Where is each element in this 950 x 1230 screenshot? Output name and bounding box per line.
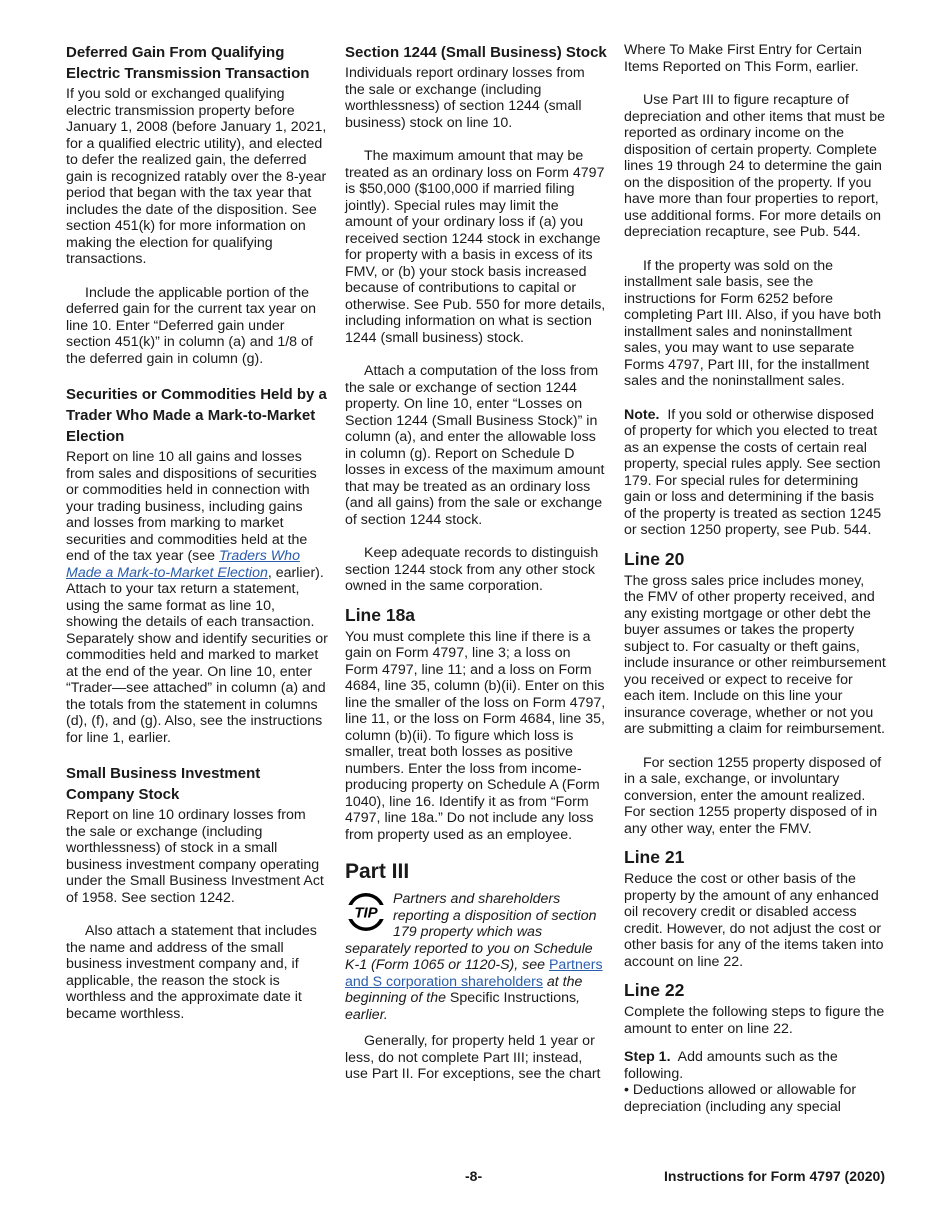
paragraph: Reduce the cost or other basis of the property by the amount of any enhanced oil recovery credit or disabled access credit. However, do not adjust the cost or other basis for any of the items taken into account on line 22.	[624, 871, 884, 970]
paragraph: The maximum amount that may be treated as an ordinary loss on Form 4797 is $50,000 ($100,000 if married filing jointly). Special rules may limit the amount of your ordinary loss if (a) you received section 1244 stock in exchange for property with a basis in excess of its FMV, or (b) your stock basis increased because of contributions to capital or otherwise. See Pub. 550 for more details, including information on what is section 1244 (small business) stock.	[345, 148, 606, 346]
tip-box: TIP Partners and shareholders reporting a disposition of section 179 property which was separately reported to you on Schedule K-1 (Form 1065 or 1120-S), see Partners and S corporation shareholders at the beginning of the Specific Instructions, earlier.	[345, 891, 603, 1023]
heading-securities-trader: Securities or Commodities Held by a Trader Who Made a Mark-to-Market Election	[66, 386, 327, 445]
column-3	[624, 42, 886, 1132]
paragraph: Attach a computation of the loss from the sale or exchange of section 1244 property. On line 10, enter “Losses on Section 1244 (Small Business Stock)” in column (a), and enter the allowable loss in column (g). Report on Schedule D losses in excess of the maximum amount that may be treated as an ordinary loss (and all gains) from the sale or exchange of section 1244 stock.	[345, 363, 605, 528]
paragraph-trader: Report on line 10 all gains and losses from sales and dispositions of securities or commodities held in connection with your trading business, including gains and losses from marking to market securities and commodities held at the end of the tax year (see Traders Who Made a Mark-to-Market Election, earlier). Attach to your tax return a statement, using the same format as line 10, showing the details of each transaction. Separately show and identify securities or commodities held and marked to market at the end of the year. On line 10, enter “Trader—see attached” in column (a) and the totals from the statement in columns (d), (f), and (g). Also, see the instructions for line 1, earlier.	[66, 449, 328, 746]
footer-title: Instructions for Form 4797 (2020)	[664, 1168, 885, 1184]
link-partners-s-corp[interactable]: Partners and S corporation shareholders	[345, 957, 603, 990]
heading-section-1244: Section 1244 (Small Business) Stock	[345, 44, 607, 61]
paragraph: Complete the following steps to figure the amount to enter on line 22.	[624, 1004, 885, 1037]
paragraph-note: Note. If you sold or otherwise disposed of property for which you elected to treat as an expense the costs of certain real property, special rules apply. See section 179. For special rules for determining gain or loss and determining if the basis of the property is treated as section 1245 or section 1250 property, see Pub. 544.	[624, 406, 882, 538]
list-item: • Deductions allowed or allowable for depreciation (including any special	[624, 1082, 857, 1115]
paragraph: Generally, for property held 1 year or less, do not complete Part III; instead, use Part II. For exceptions, see the chart	[345, 1033, 601, 1082]
paragraph: Also attach a statement that includes the name and address of the small business investment company and, if applicable, the reason the stock is worthless and the approximate date it became worthless.	[66, 923, 317, 1022]
paragraph: For section 1255 property disposed of in a sale, exchange, or involuntary conversion, enter the amount realized. For section 1255 property disposed of in any other way, enter the FMV.	[624, 754, 882, 837]
heading-deferred-gain: Deferred Gain From Qualifying Electric Transmission Transaction	[66, 44, 310, 82]
heading-part-iii: Part III	[345, 860, 410, 883]
paragraph: Where To Make First Entry for Certain Items Reported on This Form, earlier.	[624, 42, 862, 75]
heading-sbic-stock: Small Business Investment Company Stock	[66, 765, 261, 803]
paragraph: Report on line 10 ordinary losses from the sale or exchange (including worthlessness) of stock in a small business investment company operating under the Small Business Investment Act of 1958. See section 1242.	[66, 807, 324, 906]
paragraph: Use Part III to figure recapture of depreciation and other items that must be reported as ordinary income on the disposition of certain property. Complete lines 19 through 24 to determine the gain on the disposition of the property. If you have more than four properties to report, use additional forms. For more details on depreciation recapture, see Pub. 544.	[624, 92, 886, 240]
heading-line-22: Line 22	[624, 980, 685, 1000]
paragraph: The gross sales price includes money, the FMV of other property received, and any existing mortgage or other debt the buyer assumes or takes the property subject to. For casualty or theft gains, include insurance or other reimbursement you received or expect to receive for each item. Include on this line your insurance coverage, whether or not you are submitting a claim for reimbursement.	[624, 572, 886, 737]
paragraph: Keep adequate records to distinguish section 1244 stock from any other stock owned in the same corporation.	[345, 545, 599, 594]
column-1	[66, 42, 328, 1039]
tip-label: TIP	[354, 904, 378, 922]
heading-line-18a: Line 18a	[345, 604, 416, 625]
column-2	[345, 42, 607, 1100]
paragraph: If the property was sold on the installment sale basis, see the instructions for Form 6252 before completing Part III. Also, if you have both installment sales and noninstallment sales, you may want to use separate Forms 4797, Part III, for the installment sales and the noninstallment sales.	[624, 257, 882, 389]
heading-line-21: Line 21	[624, 847, 685, 867]
page-number: -8-	[465, 1168, 483, 1184]
link-traders-mark-to-market[interactable]: Traders Who Made a Mark-to-Market Election	[66, 548, 300, 581]
paragraph: Include the applicable portion of the deferred gain for the current tax year on line 10. Enter “Deferred gain under section 451(k)” in column (a) and 1/8 of the deferred gain in column (g).	[66, 284, 316, 367]
heading-line-20: Line 20	[624, 548, 685, 569]
paragraph-step-1: Step 1. Add amounts such as the following.	[624, 1049, 838, 1082]
paragraph: You must complete this line if there is a gain on Form 4797, line 3; a loss on Form 4797, line 11; and a loss on Form 4684, line 35, column (b)(ii). Enter on this line the smaller of the loss on Form 4797, line 11, or the loss on Form 4684, line 35, column (b)(ii). To figure which loss is smaller, treat both losses as positive numbers. Enter the loss from income-producing property on Schedule A (Form 1040), line 16. Identify it as from “Form 4797, line 18a.” Do not include any loss from property used as an employee.	[345, 628, 606, 843]
paragraph: If you sold or exchanged qualifying electric transmission property before January 1, 2008 (before January 1, 2021, for a qualified electric utility), and elected to defer the realized gain, the deferred gain is recognized ratably over the 8-year period that began with the tax year that includes the date of the disposition. See section 451(k) for more information on making the election for qualifying transactions.	[66, 86, 327, 267]
tip-icon	[345, 891, 387, 933]
paragraph: Individuals report ordinary losses from the sale or exchange (including worthlessness) of section 1244 (small business) stock on line 10.	[345, 65, 585, 131]
